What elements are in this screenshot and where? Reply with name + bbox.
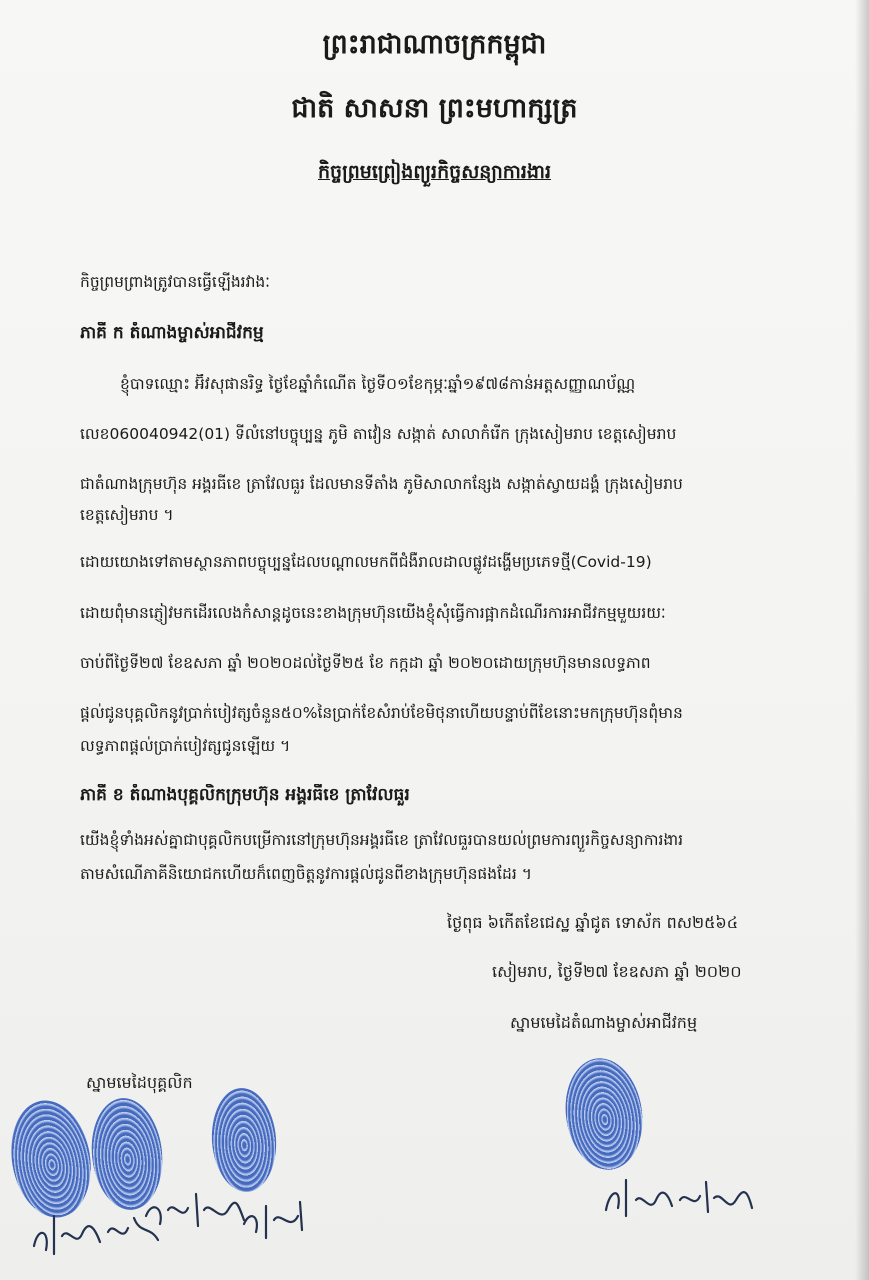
- paragraph-1-line-2: លេខ060040942(01) ទីលំនៅបច្ចុប្បន្ន ភូមិ តាវៀន សង្កាត់ សាលាកំរើក ក្រុងសៀមរាប ខេត្តសៀមរាប: [80, 425, 677, 443]
- paragraph-5-line-2: លទ្ធភាពផ្តល់ប្រាក់បៀវត្សជូនឡើយ ។: [80, 737, 291, 755]
- employee-handwritten-signature-2: [140, 1180, 250, 1240]
- document-title: កិច្ចព្រមព្រៀងព្យួរកិច្ចសន្យាការងារ: [317, 161, 552, 183]
- paragraph-1-line-3: ជាតំណាងក្រុមហ៊ុន អង្គរធីខេ ត្រាវែលធួរ ដែលមានទីតាំង ភូមិសាលាកន្សែង សង្កាត់ស្វាយដង្គំ ក្រុងសៀមរាប: [80, 475, 683, 493]
- employee-thumbprint-3: [208, 1086, 279, 1194]
- paragraph-1-line-4: ខេត្តសៀមរាប ។: [80, 506, 174, 524]
- paragraph-1-line-1: ខ្ញុំបាទឈ្មោះ អ៊ីវសុផានរិទ្ធ ថ្ងៃខែឆ្នាំកំណើត ថ្ងៃទី០១ខែកុម្ភៈឆ្នាំ១៩៧៨កាន់អត្តសញ្ញាណប័ណ្ណ: [120, 375, 636, 393]
- kingdom-heading: ព្រះរាជាណាចក្រកម្ពុជា: [322, 29, 547, 60]
- employee-signature-label: ស្នាមមេដៃបុគ្គលិក: [86, 1073, 193, 1092]
- owner-thumbprint: [559, 1053, 650, 1174]
- paragraph-5-line-1: ផ្តល់ជូនបុគ្គលិកនូវប្រាក់បៀវត្សចំនួន៥០%នៃប្រាក់ខែសំរាប់ខែមិថុនាហើយបន្ទាប់ពីខែនោះមកក្រុមហ៊ុនពុំមាន: [80, 704, 683, 722]
- lunar-date: ថ្ងៃពុធ ៦កើតខែជេស្ឋ ឆ្នាំជូត ទោស័ក ពស២៥៦៤: [447, 913, 739, 932]
- paragraph-4: ចាប់ពីថ្ងៃទី២៧ ខែឧសភា ឆ្នាំ ២០២០ដល់ថ្ងៃទី២៥ ខែ កក្កដា ឆ្នាំ ២០២០ដោយក្រុមហ៊ុនមានលទ្ធភាព: [80, 654, 651, 672]
- party-b-heading: ភាគី ខ តំណាងបុគ្គលិកក្រុមហ៊ុន អង្គរធីខេ ត្រាវែលធួរ: [80, 785, 410, 805]
- owner-signature-label: ស្នាមមេដៃតំណាងម្ចាស់អាជីវកម្ម: [510, 1013, 698, 1032]
- party-a-heading: ភាគី ក តំណាងម្ចាស់អាជីវកម្ម: [80, 323, 264, 343]
- paragraph-2: ដោយយោងទៅតាមស្ថានភាពបច្ចុប្បន្នដែលបណ្តាលមកពីជំងឺរាលដាលផ្លូវដង្ហើមប្រភេទថ្មី(Covid-19): [80, 553, 652, 571]
- paragraph-3: ដោយពុំមានភ្ញៀវមកដើរលេងកំសាន្តដូចនេះខាងក្រុមហ៊ុនយើងខ្ញុំសុំធ្វើការផ្អាកដំណើរការអាជីវកម្មមួយរយៈ: [80, 604, 666, 622]
- motto-heading: ជាតិ សាសនា ព្រះមហាក្សត្រ: [291, 93, 578, 124]
- paragraph-6-line-2: តាមសំណើភាគីនិយោជកហើយក៏ពេញចិត្តនូវការផ្តល់ជូនពីខាងក្រុមហ៊ុនផងដែរ ។: [80, 865, 532, 883]
- paragraph-6-line-1: យើងខ្ញុំទាំងអស់គ្នាជាបុគ្គលិកបម្រើការនៅក្រុមហ៊ុនអង្គរធីខេ ត្រាវែលធួរបានយល់ព្រមការព្យួរកិច្ចសន្យាការងារ: [80, 831, 684, 849]
- employee-handwritten-signature-3: [236, 1186, 316, 1246]
- intro-line: កិច្ចព្រមព្រាងត្រូវបានធ្វើឡើងរវាងៈ: [80, 273, 271, 291]
- owner-handwritten-signature: [596, 1170, 766, 1230]
- solar-date: សៀមរាប, ថ្ងៃទី២៧ ខែឧសភា ឆ្នាំ ២០២០: [492, 962, 742, 981]
